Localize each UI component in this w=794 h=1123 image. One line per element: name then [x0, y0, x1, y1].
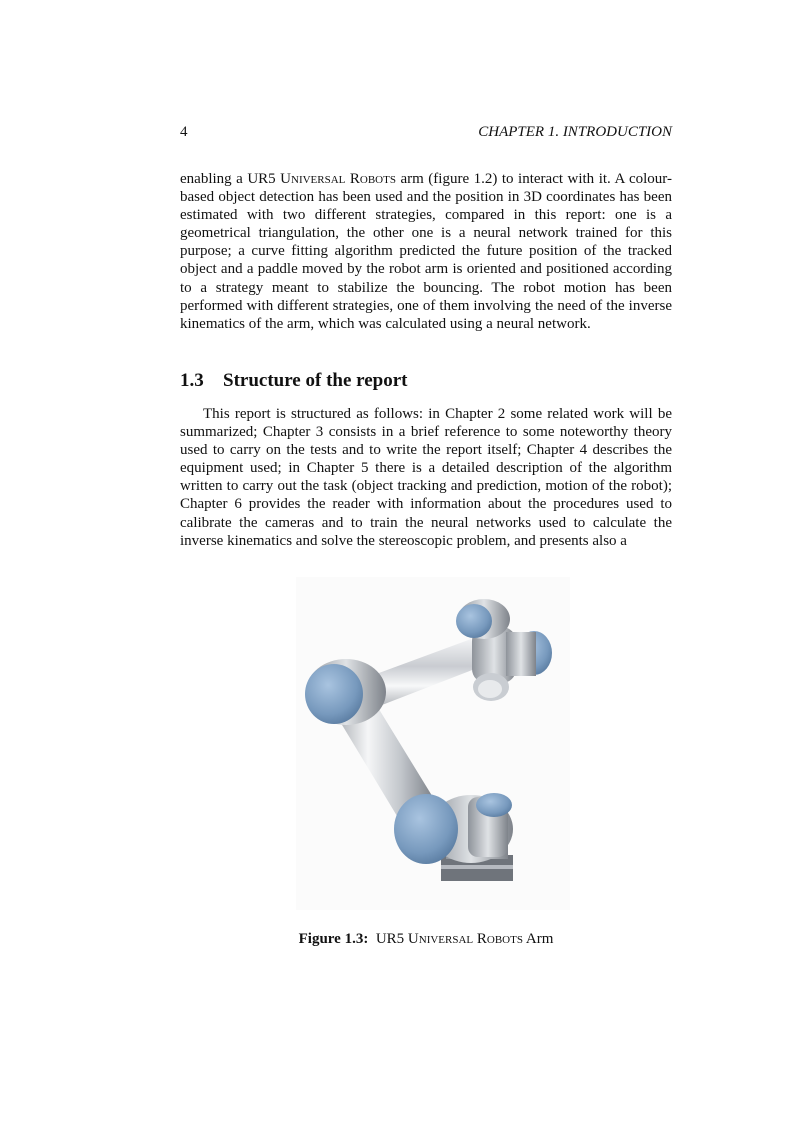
robot-arm-image [296, 577, 570, 910]
caption-brand: Universal Robots [407, 931, 523, 947]
figure-robot-arm [296, 577, 570, 910]
chapter-title: CHAPTER 1. INTRODUCTION [478, 124, 672, 140]
section-number: 1.3 [180, 370, 204, 391]
section-heading [180, 369, 408, 393]
caption-text: UR5 [375, 931, 408, 947]
section-title: Structure of the report [223, 370, 408, 391]
figure-caption [180, 929, 672, 949]
brand-name: Universal Robots [280, 171, 396, 187]
paragraph-structure: This report is structured as follows: in Chapter 2 some related work will be summarized; Chapter 3 consists in a brief reference to some noteworthy theory used to carry on the tests and to write the report itself; Chapter 4 describes the equipment used; in Chapter 5 there is a detailed description of the algorithm written to carry out the task (object tracking and prediction, motion of the robot); Chapter 6 provides the reader with information about the procedures used to calibrate the cameras and to train the neural networks used to calculate the inverse kinematics and solve the stereoscopic problem, and presents also a [180, 406, 672, 549]
paragraph-text: enabling a UR5 [180, 171, 281, 187]
paragraph-text: arm (figure 1.2) to interact with it. A colour-based object detection has been used and the position in 3D coordinates has been estimated with two different strategies, compared in this report: one is a geometrical triangulation, the other one is a neural network trained for this purpose; a curve fitting algorithm predicted the future position of the tracked object and a paddle moved by the robot arm is oriented and positioned according to a strategy meant to stabilize the bouncing. The robot motion has been performed with different strategies, one of them involving the need of the inverse kinematics of the arm, which was calculated using a neural network. [180, 171, 672, 332]
paragraph-intro [180, 170, 672, 333]
figure-label: Figure 1.3: [298, 931, 369, 947]
page-number: 4 [180, 124, 188, 140]
caption-text-end: Arm [522, 931, 554, 947]
running-header [180, 122, 672, 142]
